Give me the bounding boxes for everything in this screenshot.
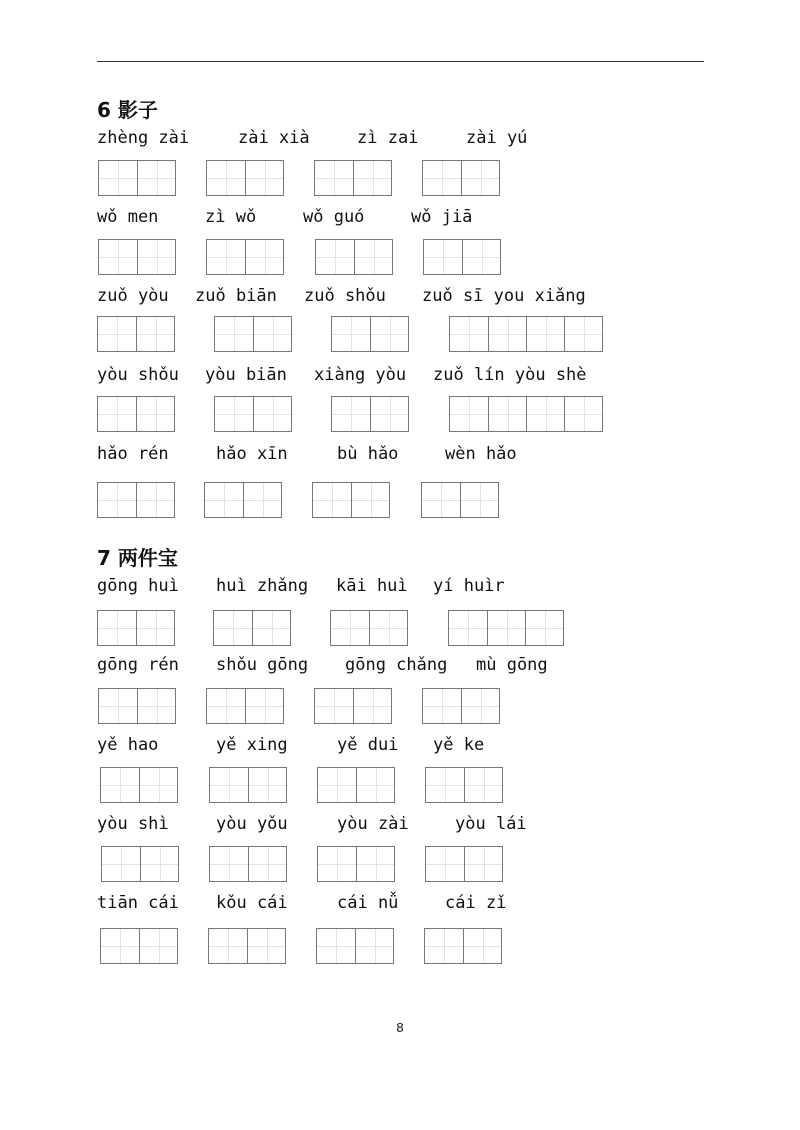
tianzige-writing-box[interactable] — [449, 316, 603, 352]
tianzige-writing-box[interactable] — [312, 482, 390, 518]
pinyin-word: zì wǒ — [205, 207, 257, 227]
tianzige-writing-box[interactable] — [98, 688, 176, 724]
character-cell[interactable] — [316, 240, 354, 274]
pinyin-word: mù gōng — [476, 655, 548, 675]
character-cell[interactable] — [353, 161, 391, 195]
pinyin-word: zuǒ sī you xiǎng — [422, 286, 586, 306]
tianzige-writing-box[interactable] — [214, 396, 292, 432]
character-cell[interactable] — [351, 483, 389, 517]
tianzige-writing-box[interactable] — [422, 160, 500, 196]
pinyin-word: wǒ men — [97, 207, 159, 227]
pinyin-word: huì zhǎng — [216, 576, 309, 596]
lesson-title: 6 影子 — [97, 98, 158, 122]
pinyin-word: zì zai — [357, 128, 419, 148]
pinyin-word: yòu yǒu — [216, 814, 288, 834]
character-cell[interactable] — [450, 397, 488, 431]
pinyin-word: wǒ guó — [303, 207, 365, 227]
tianzige-writing-box[interactable] — [421, 482, 499, 518]
tianzige-writing-box[interactable] — [330, 610, 408, 646]
pinyin-word: zài xià — [238, 128, 310, 148]
character-cell[interactable] — [461, 689, 499, 723]
header-rule — [97, 61, 704, 62]
tianzige-writing-box[interactable] — [97, 316, 175, 352]
character-cell[interactable] — [139, 929, 177, 963]
character-cell[interactable] — [450, 317, 488, 351]
character-cell[interactable] — [464, 768, 502, 802]
character-cell[interactable] — [488, 317, 526, 351]
character-cell[interactable] — [332, 397, 370, 431]
tianzige-writing-box[interactable] — [314, 688, 392, 724]
pinyin-word: yě ke — [433, 735, 485, 755]
lesson-title: 7 两件宝 — [97, 546, 178, 570]
tianzige-writing-box[interactable] — [317, 846, 395, 882]
character-cell[interactable] — [356, 768, 394, 802]
character-cell[interactable] — [462, 240, 500, 274]
character-cell[interactable] — [214, 611, 252, 645]
pinyin-word: gōng chǎng — [345, 655, 448, 675]
tianzige-writing-box[interactable] — [98, 160, 176, 196]
character-cell[interactable] — [210, 768, 248, 802]
character-cell[interactable] — [98, 317, 136, 351]
tianzige-writing-box[interactable] — [208, 928, 286, 964]
page-number: 8 — [396, 1020, 404, 1035]
character-cell[interactable] — [137, 161, 175, 195]
character-cell[interactable] — [101, 929, 139, 963]
character-cell[interactable] — [102, 847, 140, 881]
character-cell[interactable] — [99, 240, 137, 274]
pinyin-word: gōng rén — [97, 655, 179, 675]
tianzige-writing-box[interactable] — [97, 482, 175, 518]
pinyin-word: yě dui — [337, 735, 399, 755]
character-cell[interactable] — [98, 483, 136, 517]
character-cell[interactable] — [331, 611, 369, 645]
tianzige-writing-box[interactable] — [204, 482, 282, 518]
character-cell[interactable] — [137, 689, 175, 723]
character-cell[interactable] — [253, 397, 291, 431]
character-cell[interactable] — [369, 611, 407, 645]
character-cell[interactable] — [252, 611, 290, 645]
character-cell[interactable] — [215, 397, 253, 431]
character-cell[interactable] — [353, 689, 391, 723]
character-cell[interactable] — [423, 689, 461, 723]
character-cell[interactable] — [526, 397, 564, 431]
character-cell[interactable] — [487, 611, 525, 645]
pinyin-word: yí huìr — [433, 576, 505, 596]
tianzige-writing-box[interactable] — [315, 239, 393, 275]
tianzige-writing-box[interactable] — [214, 316, 292, 352]
character-cell[interactable] — [248, 768, 286, 802]
pinyin-word: cái zǐ — [445, 893, 507, 913]
character-cell[interactable] — [426, 847, 464, 881]
character-cell[interactable] — [98, 611, 136, 645]
character-cell[interactable] — [210, 847, 248, 881]
character-cell[interactable] — [318, 847, 356, 881]
tianzige-writing-box[interactable] — [331, 396, 409, 432]
tianzige-writing-box[interactable] — [206, 160, 284, 196]
character-cell[interactable] — [355, 929, 393, 963]
tianzige-writing-box[interactable] — [100, 928, 178, 964]
pinyin-word: zhèng zài — [97, 128, 190, 148]
pinyin-word: zài yú — [466, 128, 528, 148]
character-cell[interactable] — [315, 161, 353, 195]
character-cell[interactable] — [207, 161, 245, 195]
tianzige-writing-box[interactable] — [101, 846, 179, 882]
character-cell[interactable] — [99, 689, 137, 723]
tianzige-writing-box[interactable] — [449, 396, 603, 432]
character-cell[interactable] — [464, 847, 502, 881]
character-cell[interactable] — [424, 240, 462, 274]
character-cell[interactable] — [139, 768, 177, 802]
character-cell[interactable] — [209, 929, 247, 963]
tianzige-writing-box[interactable] — [209, 846, 287, 882]
character-cell[interactable] — [243, 483, 281, 517]
tianzige-writing-box[interactable] — [448, 610, 564, 646]
character-cell[interactable] — [423, 161, 461, 195]
character-cell[interactable] — [425, 929, 463, 963]
tianzige-writing-box[interactable] — [317, 767, 395, 803]
pinyin-word: yòu shǒu — [97, 365, 179, 385]
pinyin-word: zuǒ lín yòu shè — [433, 365, 587, 385]
tianzige-writing-box[interactable] — [331, 316, 409, 352]
character-cell[interactable] — [460, 483, 498, 517]
character-cell[interactable] — [313, 483, 351, 517]
tianzige-writing-box[interactable] — [98, 239, 176, 275]
character-cell[interactable] — [205, 483, 243, 517]
tianzige-writing-box[interactable] — [206, 688, 284, 724]
character-cell[interactable] — [98, 397, 136, 431]
tianzige-writing-box[interactable] — [209, 767, 287, 803]
pinyin-word: shǒu gōng — [216, 655, 309, 675]
character-cell[interactable] — [215, 317, 253, 351]
tianzige-writing-box[interactable] — [425, 767, 503, 803]
character-cell[interactable] — [245, 240, 283, 274]
tianzige-writing-box[interactable] — [425, 846, 503, 882]
character-cell[interactable] — [136, 611, 174, 645]
character-cell[interactable] — [426, 768, 464, 802]
pinyin-word: hǎo xīn — [216, 444, 288, 464]
character-cell[interactable] — [140, 847, 178, 881]
tianzige-writing-box[interactable] — [423, 239, 501, 275]
tianzige-writing-box[interactable] — [424, 928, 502, 964]
character-cell[interactable] — [370, 317, 408, 351]
character-cell[interactable] — [564, 397, 602, 431]
character-cell[interactable] — [461, 161, 499, 195]
pinyin-word: zuǒ yòu — [97, 286, 169, 306]
tianzige-writing-box[interactable] — [97, 396, 175, 432]
pinyin-word: gōng huì — [97, 576, 179, 596]
pinyin-word: yě hao — [97, 735, 159, 755]
pinyin-word: bù hǎo — [337, 444, 399, 464]
character-cell[interactable] — [370, 397, 408, 431]
character-cell[interactable] — [136, 397, 174, 431]
character-cell[interactable] — [207, 689, 245, 723]
pinyin-word: tiān cái — [97, 893, 179, 913]
tianzige-writing-box[interactable] — [213, 610, 291, 646]
pinyin-word: yòu lái — [455, 814, 527, 834]
character-cell[interactable] — [99, 161, 137, 195]
character-cell[interactable] — [136, 483, 174, 517]
character-cell[interactable] — [207, 240, 245, 274]
character-cell[interactable] — [488, 397, 526, 431]
tianzige-writing-box[interactable] — [206, 239, 284, 275]
character-cell[interactable] — [245, 161, 283, 195]
tianzige-writing-box[interactable] — [316, 928, 394, 964]
character-cell[interactable] — [356, 847, 394, 881]
character-cell[interactable] — [137, 240, 175, 274]
pinyin-word: wèn hǎo — [445, 444, 517, 464]
pinyin-word: yòu biān — [205, 365, 287, 385]
tianzige-writing-box[interactable] — [97, 610, 175, 646]
pinyin-word: yòu zài — [337, 814, 409, 834]
pinyin-word: kāi huì — [336, 576, 408, 596]
character-cell[interactable] — [253, 317, 291, 351]
pinyin-word: xiàng yòu — [314, 365, 407, 385]
character-cell[interactable] — [449, 611, 487, 645]
character-cell[interactable] — [101, 768, 139, 802]
character-cell[interactable] — [332, 317, 370, 351]
pinyin-word: hǎo rén — [97, 444, 169, 464]
character-cell[interactable] — [315, 689, 353, 723]
tianzige-writing-box[interactable] — [100, 767, 178, 803]
pinyin-word: wǒ jiā — [411, 207, 473, 227]
character-cell[interactable] — [422, 483, 460, 517]
tianzige-writing-box[interactable] — [314, 160, 392, 196]
tianzige-writing-box[interactable] — [422, 688, 500, 724]
pinyin-word: zuǒ shǒu — [304, 286, 386, 306]
character-cell[interactable] — [136, 317, 174, 351]
character-cell[interactable] — [354, 240, 392, 274]
character-cell[interactable] — [248, 847, 286, 881]
character-cell[interactable] — [564, 317, 602, 351]
character-cell[interactable] — [525, 611, 563, 645]
character-cell[interactable] — [317, 929, 355, 963]
character-cell[interactable] — [318, 768, 356, 802]
pinyin-word: zuǒ biān — [195, 286, 277, 306]
character-cell[interactable] — [245, 689, 283, 723]
character-cell[interactable] — [526, 317, 564, 351]
pinyin-word: cái nǚ — [337, 893, 399, 913]
character-cell[interactable] — [463, 929, 501, 963]
pinyin-word: yě xing — [216, 735, 288, 755]
character-cell[interactable] — [247, 929, 285, 963]
pinyin-word: kǒu cái — [216, 893, 288, 913]
pinyin-word: yòu shì — [97, 814, 169, 834]
